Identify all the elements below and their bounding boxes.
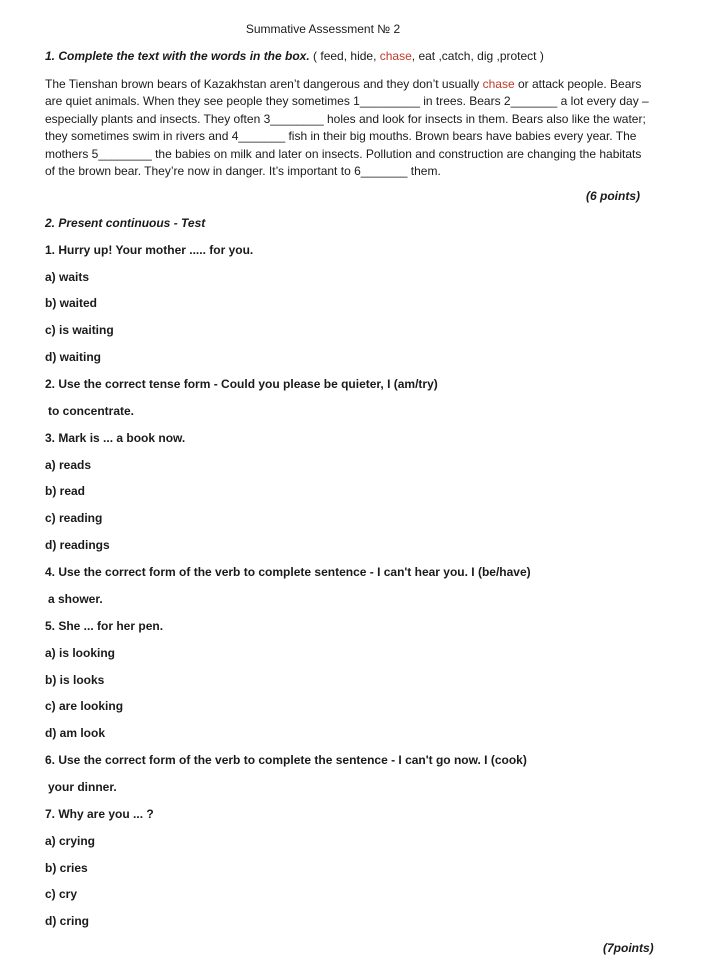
question-2-continued: to concentrate. [48,404,135,418]
question-6: 6. Use the correct form of the verb to complete the sentence - I can't go now. I (cook) [45,753,527,767]
task1-points: (6 points) [586,189,640,203]
paragraph-part-2: or attack people. Bears are quiet animals. When they see people they sometimes 1_________ in trees. Bears 2_______ a lot every day – especially plants and insects. They often 3________ holes and look for insects in them. Bears also like the water; they sometimes swim in rivers and 4_______ fish in their big mouths. Brown bears have babies every year. The mothers 5________ the babies on milk and later on insects. Pollution and construction are changing the habitats of the brown bear. They’re now in danger. It’s important to 6_______ them. [45,77,649,179]
question-5: 5. She ... for her pen. [45,619,164,633]
question-4: 4. Use the correct form of the verb to complete sentence - I can't hear you. I (be/have) [45,565,531,579]
q7-option-b: b) cries [45,861,88,875]
question-2: 2. Use the correct tense form - Could you please be quieter, I (am/try) [45,377,438,391]
q5-option-d: d) am look [45,726,106,740]
paragraph-chase: chase [482,77,515,91]
page-title: Summative Assessment № 2 [245,22,401,36]
q3-option-c: c) reading [45,511,103,525]
q3-option-b: b) read [45,484,86,498]
bear-text-paragraph [45,76,653,180]
q3-option-d: d) readings [45,538,110,552]
q7-option-c: c) cry [45,887,78,901]
q1-option-d: d) waiting [45,350,101,364]
question-7: 7. Why are you ... ? [45,807,154,821]
q1-option-a: a) waits [45,270,90,284]
question-1: 1. Hurry up! Your mother ..... for you. [45,243,254,257]
q5-option-a: a) is looking [45,646,116,660]
task1-heading [45,49,544,63]
q3-option-a: a) reads [45,458,92,472]
q1-option-c: c) is waiting [45,323,114,337]
question-6-continued: your dinner. [48,780,117,794]
paragraph-part-1: The Tienshan brown bears of Kazakhstan aren’t dangerous and they don’t usually [45,77,483,91]
question-3: 3. Mark is ... a book now. [45,431,186,445]
q7-option-d: d) cring [45,914,89,928]
question-4-continued: a shower. [48,592,103,606]
q5-option-c: c) are looking [45,699,124,713]
word-box-close: , eat ,catch, dig ,protect ) [411,49,544,63]
word-box-open: ( feed, hide, [309,49,380,63]
task2-heading: 2. Present continuous - Test [45,216,206,230]
q7-option-a: a) crying [45,834,96,848]
task2-points: (7points) [603,941,654,955]
task1-instruction: 1. Complete the text with the words in the box. [45,49,310,63]
q5-option-b: b) is looks [45,673,105,687]
q1-option-b: b) waited [45,296,98,310]
word-box-chase: chase [379,49,412,63]
